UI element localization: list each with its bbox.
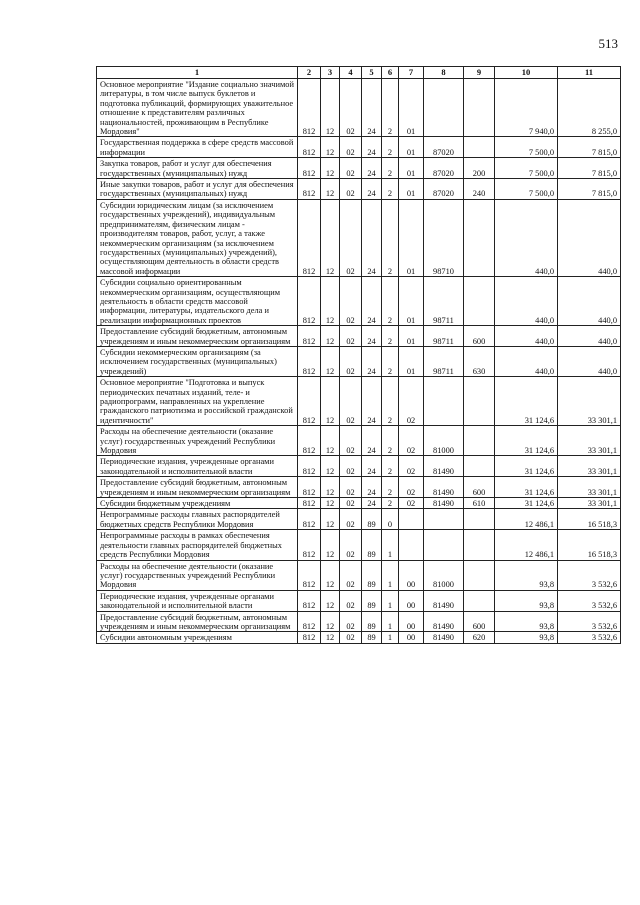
glava-code: 812 — [298, 456, 321, 477]
section-code: 12 — [321, 509, 340, 530]
expense-type-code: 630 — [464, 346, 495, 376]
glava-code: 812 — [298, 199, 321, 276]
subprogram-code: 2 — [382, 377, 399, 426]
subprogram-code: 2 — [382, 426, 399, 456]
glava-code: 812 — [298, 426, 321, 456]
subprogram-code: 0 — [382, 509, 399, 530]
table-row — [97, 509, 621, 530]
activity-code: 02 — [399, 477, 424, 498]
direction-code: 98710 — [424, 199, 464, 276]
subprogram-code: 2 — [382, 326, 399, 347]
amount-year-1: 440,0 — [495, 277, 558, 326]
row-name: Основное мероприятие "Издание социально значимой литературы, в том числе выпуск буклетов и подготовка публикаций, формирующих уважительное отношение к представителям различных национальностей, проживающим в Республике Мордовия" — [97, 79, 298, 137]
column-header: 6 — [382, 67, 399, 79]
amount-year-2: 8 255,0 — [558, 79, 621, 137]
amount-year-2: 3 532,6 — [558, 590, 621, 611]
row-name: Расходы на обеспечение деятельности (оказание услуг) государственных учреждений Республики Мордовия — [97, 426, 298, 456]
subsection-code: 02 — [340, 377, 362, 426]
amount-year-1: 31 124,6 — [495, 456, 558, 477]
subprogram-code: 2 — [382, 456, 399, 477]
row-name: Периодические издания, учрежденные органами законодательной и исполнительной власти — [97, 456, 298, 477]
subprogram-code: 2 — [382, 179, 399, 200]
direction-code — [424, 377, 464, 426]
table-row — [97, 426, 621, 456]
subsection-code: 02 — [340, 158, 362, 179]
activity-code: 02 — [399, 498, 424, 509]
subprogram-code: 2 — [382, 477, 399, 498]
activity-code: 02 — [399, 377, 424, 426]
amount-year-1: 7 500,0 — [495, 179, 558, 200]
program-code: 24 — [362, 346, 382, 376]
glava-code: 812 — [298, 137, 321, 158]
section-code: 12 — [321, 560, 340, 590]
activity-code — [399, 530, 424, 560]
row-name: Субсидии социально ориентированным некоммерческим организациям, осуществляющим деятельность в области средств массовой информации, литературы, издательского дела и реализации информационных проектов — [97, 277, 298, 326]
glava-code: 812 — [298, 158, 321, 179]
direction-code: 81490 — [424, 456, 464, 477]
glava-code: 812 — [298, 498, 321, 509]
glava-code: 812 — [298, 277, 321, 326]
section-code: 12 — [321, 590, 340, 611]
glava-code: 812 — [298, 346, 321, 376]
amount-year-2: 440,0 — [558, 199, 621, 276]
program-code: 24 — [362, 199, 382, 276]
subsection-code: 02 — [340, 509, 362, 530]
direction-code: 98711 — [424, 277, 464, 326]
activity-code: 01 — [399, 326, 424, 347]
subsection-code: 02 — [340, 277, 362, 326]
amount-year-1: 93,8 — [495, 611, 558, 632]
table-row — [97, 326, 621, 347]
direction-code — [424, 509, 464, 530]
amount-year-2: 33 301,1 — [558, 377, 621, 426]
program-code: 89 — [362, 530, 382, 560]
table-row — [97, 137, 621, 158]
glava-code: 812 — [298, 530, 321, 560]
table-row — [97, 199, 621, 276]
row-name: Государственная поддержка в сфере средств массовой информации — [97, 137, 298, 158]
column-header: 1 — [97, 67, 298, 79]
table-row — [97, 530, 621, 560]
row-name: Предоставление субсидий бюджетным, автономным учреждениям и иным некоммерческим организациям — [97, 611, 298, 632]
expense-type-code: 600 — [464, 611, 495, 632]
expense-type-code — [464, 456, 495, 477]
section-code: 12 — [321, 137, 340, 158]
subprogram-code: 1 — [382, 590, 399, 611]
column-header: 4 — [340, 67, 362, 79]
direction-code — [424, 530, 464, 560]
program-code: 24 — [362, 137, 382, 158]
expense-type-code — [464, 590, 495, 611]
table-body — [97, 79, 621, 644]
section-code: 12 — [321, 477, 340, 498]
row-name: Предоставление субсидий бюджетным, автономным учреждениям и иным некоммерческим организациям — [97, 477, 298, 498]
amount-year-1: 31 124,6 — [495, 498, 558, 509]
table-row — [97, 79, 621, 137]
section-code: 12 — [321, 377, 340, 426]
activity-code: 00 — [399, 560, 424, 590]
column-header: 7 — [399, 67, 424, 79]
amount-year-2: 3 532,6 — [558, 560, 621, 590]
direction-code: 98711 — [424, 346, 464, 376]
row-name: Основное мероприятие "Подготовка и выпуск периодических печатных изданий, теле- и радиопрограмм, направленных на укрепление гражданского патриотизма и российской гражданской идентичности" — [97, 377, 298, 426]
subprogram-code: 1 — [382, 560, 399, 590]
section-code: 12 — [321, 456, 340, 477]
row-name: Иные закупки товаров, работ и услуг для обеспечения государственных (муниципальных) нужд — [97, 179, 298, 200]
amount-year-1: 7 500,0 — [495, 158, 558, 179]
activity-code: 01 — [399, 158, 424, 179]
direction-code: 81490 — [424, 590, 464, 611]
glava-code: 812 — [298, 377, 321, 426]
subsection-code: 02 — [340, 426, 362, 456]
program-code: 24 — [362, 426, 382, 456]
activity-code — [399, 509, 424, 530]
amount-year-1: 31 124,6 — [495, 477, 558, 498]
program-code: 24 — [362, 456, 382, 477]
amount-year-2: 7 815,0 — [558, 158, 621, 179]
glava-code: 812 — [298, 509, 321, 530]
activity-code: 01 — [399, 137, 424, 158]
program-code: 24 — [362, 377, 382, 426]
section-code: 12 — [321, 632, 340, 643]
column-header: 11 — [558, 67, 621, 79]
expense-type-code — [464, 137, 495, 158]
amount-year-1: 31 124,6 — [495, 426, 558, 456]
amount-year-1: 31 124,6 — [495, 377, 558, 426]
row-name: Предоставление субсидий бюджетным, автономным учреждениям и иным некоммерческим организациям — [97, 326, 298, 347]
glava-code: 812 — [298, 611, 321, 632]
amount-year-2: 440,0 — [558, 346, 621, 376]
row-name: Закупка товаров, работ и услуг для обеспечения государственных (муниципальных) нужд — [97, 158, 298, 179]
subsection-code: 02 — [340, 530, 362, 560]
program-code: 89 — [362, 560, 382, 590]
amount-year-1: 440,0 — [495, 199, 558, 276]
expense-type-code — [464, 79, 495, 137]
expense-type-code: 240 — [464, 179, 495, 200]
subprogram-code: 2 — [382, 199, 399, 276]
table-row — [97, 498, 621, 509]
expense-type-code: 610 — [464, 498, 495, 509]
row-name: Субсидии автономным учреждениям — [97, 632, 298, 643]
activity-code: 01 — [399, 79, 424, 137]
amount-year-1: 7 940,0 — [495, 79, 558, 137]
direction-code: 87020 — [424, 158, 464, 179]
table-row — [97, 277, 621, 326]
subsection-code: 02 — [340, 477, 362, 498]
amount-year-1: 93,8 — [495, 590, 558, 611]
subsection-code: 02 — [340, 346, 362, 376]
direction-code: 98711 — [424, 326, 464, 347]
program-code: 24 — [362, 498, 382, 509]
column-header: 8 — [424, 67, 464, 79]
section-code: 12 — [321, 346, 340, 376]
column-header: 2 — [298, 67, 321, 79]
row-name: Расходы на обеспечение деятельности (оказание услуг) государственных учреждений Республики Мордовия — [97, 560, 298, 590]
row-name: Непрограммные расходы в рамках обеспечения деятельности главных распорядителей бюджетных средств Республики Мордовия — [97, 530, 298, 560]
glava-code: 812 — [298, 79, 321, 137]
section-code: 12 — [321, 326, 340, 347]
subprogram-code: 2 — [382, 79, 399, 137]
program-code: 89 — [362, 611, 382, 632]
glava-code: 812 — [298, 477, 321, 498]
table-row — [97, 611, 621, 632]
program-code: 89 — [362, 632, 382, 643]
glava-code: 812 — [298, 179, 321, 200]
expense-type-code: 200 — [464, 158, 495, 179]
subsection-code: 02 — [340, 179, 362, 200]
direction-code: 81490 — [424, 498, 464, 509]
program-code: 24 — [362, 277, 382, 326]
subsection-code: 02 — [340, 137, 362, 158]
amount-year-2: 16 518,3 — [558, 509, 621, 530]
subsection-code: 02 — [340, 199, 362, 276]
activity-code: 01 — [399, 346, 424, 376]
row-name: Непрограммные расходы главных распорядителей бюджетных средств Республики Мордовия — [97, 509, 298, 530]
expense-type-code — [464, 277, 495, 326]
subprogram-code: 2 — [382, 158, 399, 179]
glava-code: 812 — [298, 632, 321, 643]
direction-code: 81490 — [424, 611, 464, 632]
activity-code: 00 — [399, 611, 424, 632]
direction-code: 81490 — [424, 477, 464, 498]
subprogram-code: 1 — [382, 530, 399, 560]
section-code: 12 — [321, 79, 340, 137]
amount-year-2: 33 301,1 — [558, 477, 621, 498]
section-code: 12 — [321, 498, 340, 509]
row-name: Субсидии некоммерческим организациям (за исключением государственных (муниципальных) учреждений) — [97, 346, 298, 376]
subsection-code: 02 — [340, 560, 362, 590]
expense-type-code — [464, 530, 495, 560]
program-code: 24 — [362, 326, 382, 347]
section-code: 12 — [321, 199, 340, 276]
subprogram-code: 1 — [382, 632, 399, 643]
amount-year-1: 93,8 — [495, 632, 558, 643]
subsection-code: 02 — [340, 590, 362, 611]
column-header: 3 — [321, 67, 340, 79]
subsection-code: 02 — [340, 632, 362, 643]
direction-code: 81000 — [424, 426, 464, 456]
expense-type-code — [464, 199, 495, 276]
amount-year-1: 12 486,1 — [495, 509, 558, 530]
subprogram-code: 1 — [382, 611, 399, 632]
program-code: 24 — [362, 477, 382, 498]
activity-code: 01 — [399, 277, 424, 326]
program-code: 89 — [362, 590, 382, 611]
amount-year-2: 33 301,1 — [558, 426, 621, 456]
section-code: 12 — [321, 277, 340, 326]
direction-code: 87020 — [424, 137, 464, 158]
table-row — [97, 346, 621, 376]
program-code: 24 — [362, 158, 382, 179]
glava-code: 812 — [298, 560, 321, 590]
direction-code: 81000 — [424, 560, 464, 590]
amount-year-2: 3 532,6 — [558, 611, 621, 632]
row-name: Периодические издания, учрежденные органами законодательной и исполнительной власти — [97, 590, 298, 611]
amount-year-2: 3 532,6 — [558, 632, 621, 643]
expense-type-code: 600 — [464, 326, 495, 347]
subprogram-code: 2 — [382, 498, 399, 509]
glava-code: 812 — [298, 326, 321, 347]
table-header-row — [97, 67, 621, 79]
section-code: 12 — [321, 158, 340, 179]
amount-year-1: 440,0 — [495, 346, 558, 376]
column-header: 9 — [464, 67, 495, 79]
program-code: 24 — [362, 79, 382, 137]
amount-year-2: 440,0 — [558, 277, 621, 326]
subsection-code: 02 — [340, 498, 362, 509]
amount-year-1: 7 500,0 — [495, 137, 558, 158]
amount-year-2: 7 815,0 — [558, 137, 621, 158]
section-code: 12 — [321, 530, 340, 560]
section-code: 12 — [321, 611, 340, 632]
amount-year-2: 440,0 — [558, 326, 621, 347]
subprogram-code: 2 — [382, 137, 399, 158]
activity-code: 02 — [399, 456, 424, 477]
subsection-code: 02 — [340, 456, 362, 477]
subprogram-code: 2 — [382, 346, 399, 376]
row-name: Субсидии юридическим лицам (за исключением государственных учреждений), индивидуальным предпринимателям, физическим лицам - производителям товаров, работ, услуг, а также некоммерческим организациям (за исключением государственных (муниципальных) учреждений), осуществляющим деятельность в области средств массовой информации — [97, 199, 298, 276]
glava-code: 812 — [298, 590, 321, 611]
subsection-code: 02 — [340, 611, 362, 632]
section-code: 12 — [321, 179, 340, 200]
expense-type-code — [464, 377, 495, 426]
amount-year-1: 93,8 — [495, 560, 558, 590]
table-row — [97, 158, 621, 179]
activity-code: 01 — [399, 199, 424, 276]
page-number: 513 — [598, 36, 618, 51]
expense-type-code: 620 — [464, 632, 495, 643]
section-code: 12 — [321, 426, 340, 456]
direction-code: 81490 — [424, 632, 464, 643]
column-header: 10 — [495, 67, 558, 79]
direction-code: 87020 — [424, 179, 464, 200]
subprogram-code: 2 — [382, 277, 399, 326]
table-row — [97, 632, 621, 643]
amount-year-2: 7 815,0 — [558, 179, 621, 200]
amount-year-2: 16 518,3 — [558, 530, 621, 560]
amount-year-1: 440,0 — [495, 326, 558, 347]
table-row — [97, 179, 621, 200]
expense-type-code — [464, 426, 495, 456]
table-row — [97, 456, 621, 477]
table-row — [97, 477, 621, 498]
table-row — [97, 560, 621, 590]
activity-code: 02 — [399, 426, 424, 456]
amount-year-2: 33 301,1 — [558, 498, 621, 509]
amount-year-2: 33 301,1 — [558, 456, 621, 477]
column-header: 5 — [362, 67, 382, 79]
table-row — [97, 590, 621, 611]
program-code: 24 — [362, 179, 382, 200]
expense-type-code — [464, 509, 495, 530]
activity-code: 00 — [399, 590, 424, 611]
activity-code: 00 — [399, 632, 424, 643]
activity-code: 01 — [399, 179, 424, 200]
expense-type-code: 600 — [464, 477, 495, 498]
row-name: Субсидии бюджетным учреждениям — [97, 498, 298, 509]
subsection-code: 02 — [340, 79, 362, 137]
table-row — [97, 377, 621, 426]
program-code: 89 — [362, 509, 382, 530]
amount-year-1: 12 486,1 — [495, 530, 558, 560]
subsection-code: 02 — [340, 326, 362, 347]
budget-table — [96, 66, 621, 644]
expense-type-code — [464, 560, 495, 590]
direction-code — [424, 79, 464, 137]
